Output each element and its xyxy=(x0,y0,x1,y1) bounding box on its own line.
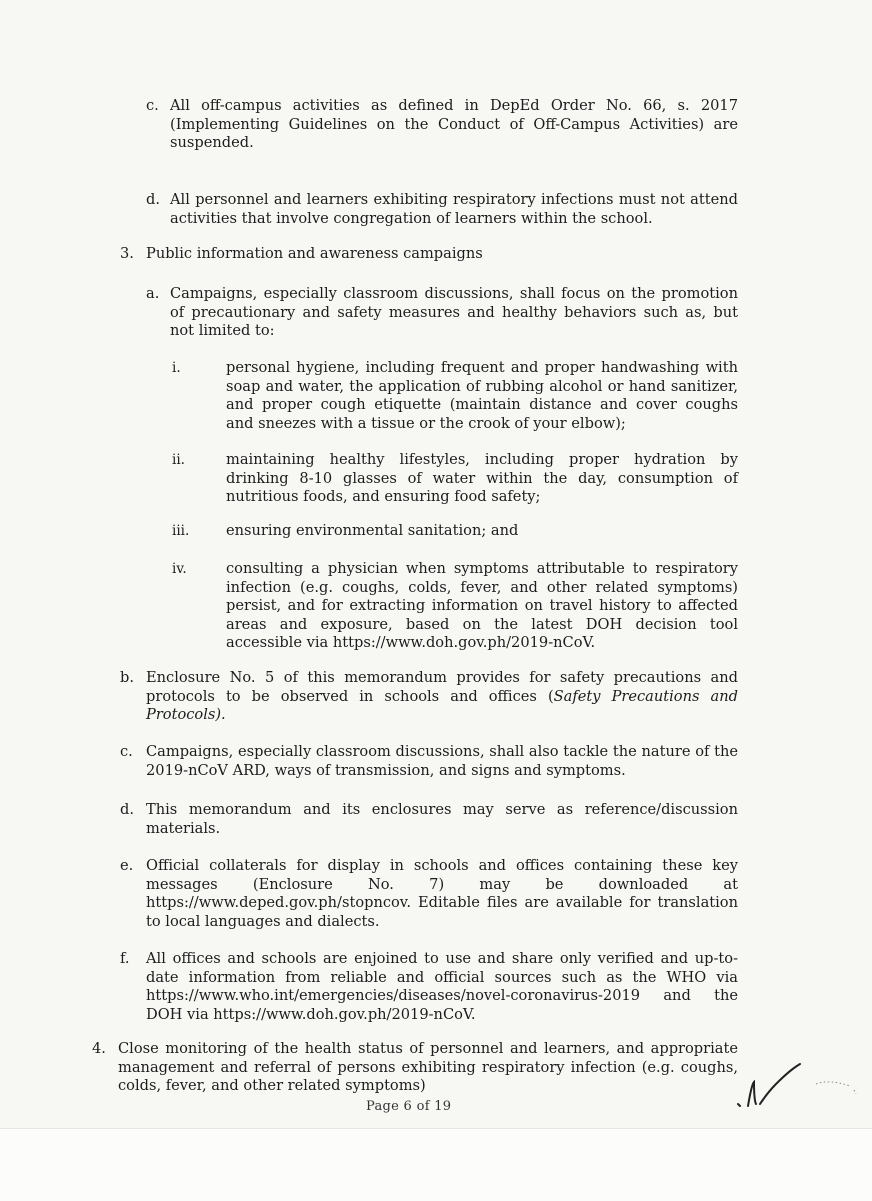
item-marker: a. xyxy=(146,285,160,302)
section-4-text: Close monitoring of the health status of personnel and learners, and appropriate management and referral of persons exhibiting respiratory infection (e.g. coughs, colds, fever, and other related symptoms) xyxy=(118,1040,738,1095)
section-4-marker: 4. xyxy=(92,1040,106,1057)
item-marker: e. xyxy=(120,857,134,874)
item-marker: b. xyxy=(120,669,134,686)
page-bottom-margin xyxy=(0,1128,872,1201)
item-3f-text: All offices and schools are enjoined to use and share only verified and up-to-date information from reliable and official sources such as the WHO via https://www.who.int/emergencies/diseases/novel-coronavirus-2019 and the DOH via https://www.doh.gov.ph/2019-nCoV. xyxy=(146,950,738,1023)
item-3d-reference-text: This memorandum and its enclosures may serve as reference/discussion materials. xyxy=(146,801,738,837)
signature-initials xyxy=(730,1060,870,1116)
subitem-marker: ii. xyxy=(172,452,185,468)
item-3c-campaign-text: Campaigns, especially classroom discussions, shall also tackle the nature of the 2019-nCoV ARD, ways of transmission, and signs and symptoms. xyxy=(146,743,738,779)
subitem-marker: iii. xyxy=(172,523,190,539)
item-3d-text: All personnel and learners exhibiting respiratory infections must not attend activities that involve congregation of learners within the school. xyxy=(170,191,738,227)
item-3a-text: Campaigns, especially classroom discussions, shall focus on the promotion of precautionary and safety measures and healthy behaviors such as, but not limited to: xyxy=(170,285,738,340)
item-marker: d. xyxy=(146,191,160,208)
subitem-marker: i. xyxy=(172,360,181,376)
subitem-iv-text: consulting a physician when symptoms attributable to respiratory infection (e.g. coughs, colds, fever, and other related symptoms) persist, and for extracting information on travel history to affected areas and exposure, based on the latest DOH decision tool accessible via https://www.doh.gov.ph/2019-nCoV. xyxy=(226,560,738,652)
item-marker: f. xyxy=(120,950,130,967)
section-3-marker: 3. xyxy=(120,245,134,262)
item-3b-text: Enclosure No. 5 of this memorandum provides for safety precautions and protocols to be observed in schools and offices (Safety Precautions and Protocols). xyxy=(146,669,738,724)
item-3e-text: Official collaterals for display in schools and offices containing these key messages (Enclosure No. 7) may be downloaded at https://www.deped.gov.ph/stopncov. Editable files are available for translation to local languages and dialects. xyxy=(146,857,738,930)
subitem-ii-text: maintaining healthy lifestyles, including proper hydration by drinking 8-10 glasses of water within the day, consumption of nutritious foods, and ensuring food safety; xyxy=(226,451,738,506)
item-3c-text: All off-campus activities as defined in DepEd Order No. 66, s. 2017 (Implementing Guidelines on the Conduct of Off-Campus Activities) are suspended. xyxy=(170,97,738,152)
subitem-iii-text: ensuring environmental sanitation; and xyxy=(226,522,519,539)
item-marker: d. xyxy=(120,801,134,818)
enclosure-title: Safety Precautions and Protocols). xyxy=(146,687,738,724)
section-3-heading: Public information and awareness campaigns xyxy=(146,245,483,262)
item-marker: c. xyxy=(120,743,133,760)
subitem-marker: iv. xyxy=(172,561,187,577)
item-marker: c. xyxy=(146,97,159,114)
page-number: Page 6 of 19 xyxy=(366,1099,452,1113)
subitem-i-text: personal hygiene, including frequent and proper handwashing with soap and water, the application of rubbing alcohol or hand sanitizer, and proper cough etiquette (maintain distance and cover coughs and sneezes with a tissue or the crook of your elbow); xyxy=(226,359,738,432)
